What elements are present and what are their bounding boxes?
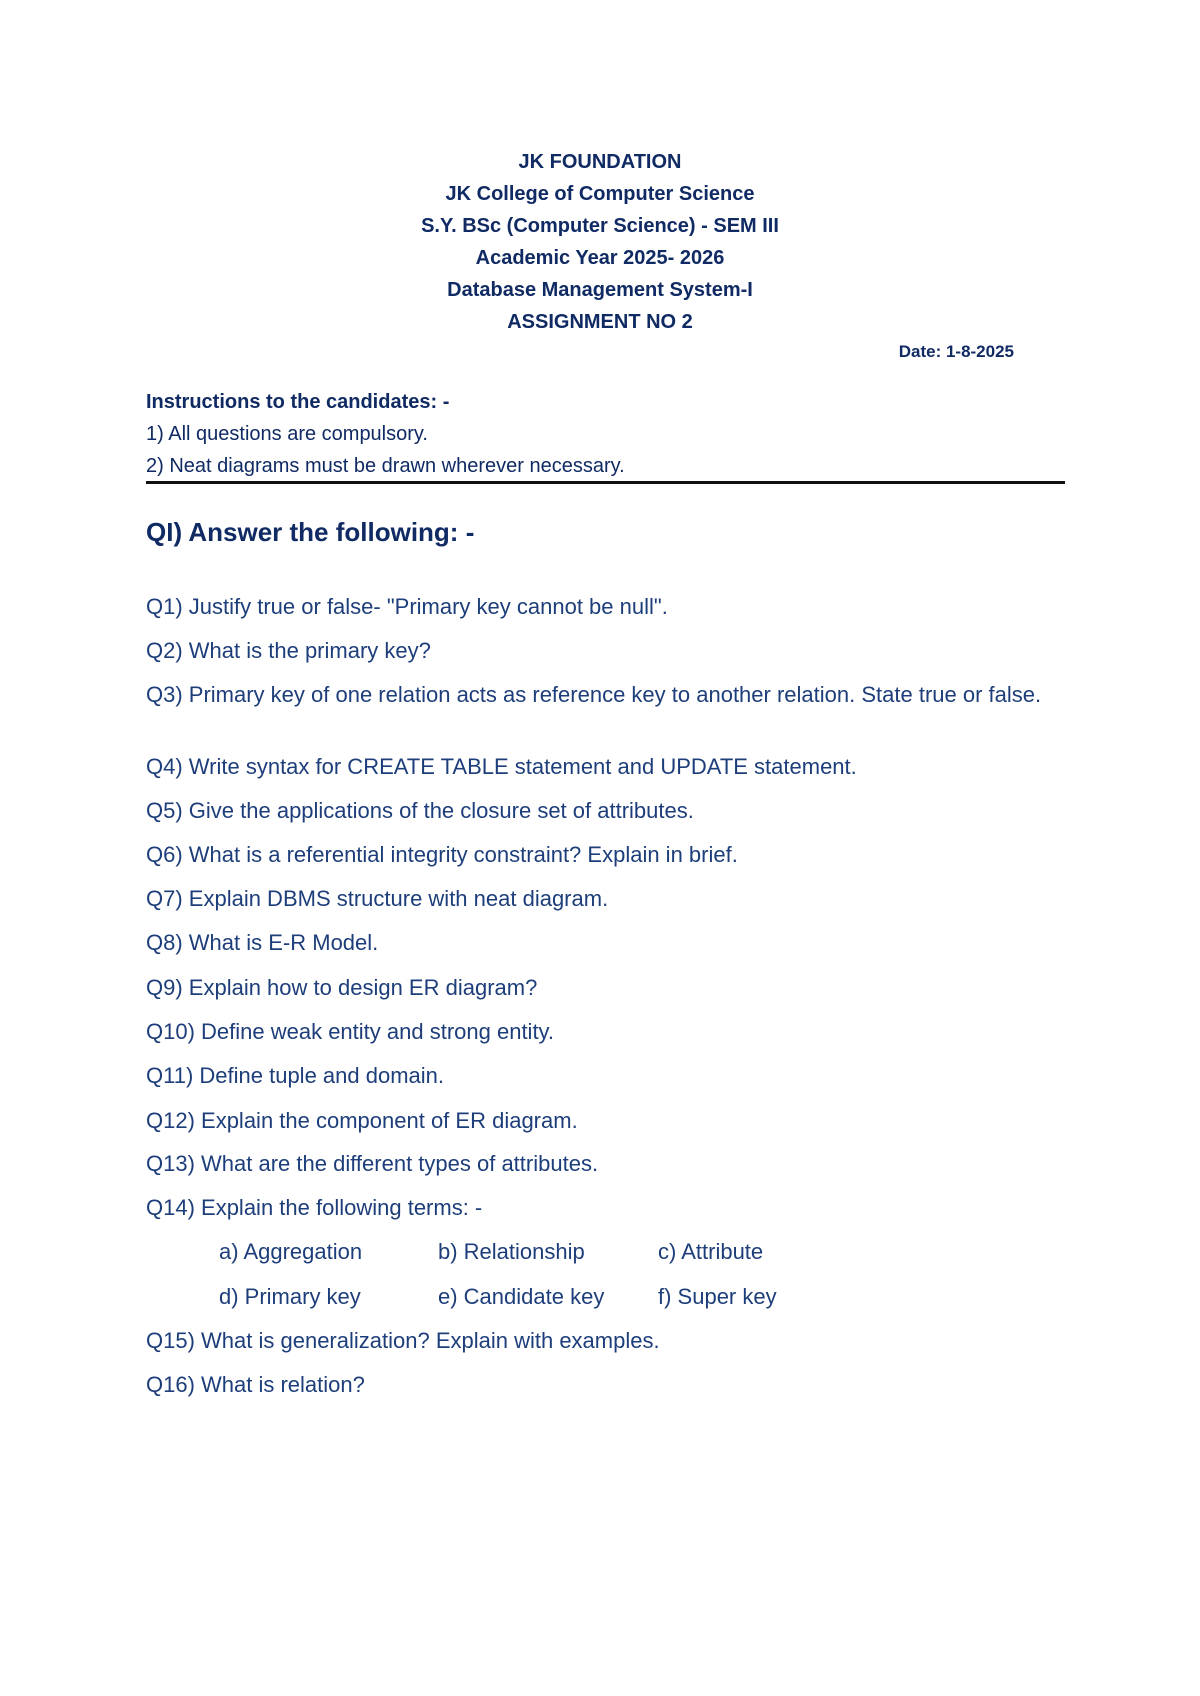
term-primary-key: d) Primary key: [219, 1284, 361, 1309]
term-candidate-key: e) Candidate key: [438, 1284, 605, 1309]
term-aggregation: a) Aggregation: [219, 1239, 363, 1264]
instruction-item-1: 1) All questions are compulsory.: [146, 423, 428, 445]
question-15: Q15) What is generalization? Explain with examples.: [146, 1328, 660, 1353]
instructions-title: Instructions to the candidates: -: [146, 391, 450, 413]
college-name: JK College of Computer Science: [445, 183, 755, 205]
section-title: QI) Answer the following: -: [146, 517, 475, 547]
academic-year: Academic Year 2025- 2026: [475, 247, 725, 269]
assignment-title: ASSIGNMENT NO 2: [507, 311, 693, 333]
question-6: Q6) What is a referential integrity constraint? Explain in brief.: [146, 842, 738, 867]
question-4: Q4) Write syntax for CREATE TABLE statement and UPDATE statement.: [146, 754, 857, 779]
question-2: Q2) What is the primary key?: [146, 638, 431, 663]
question-8: Q8) What is E-R Model.: [146, 930, 379, 955]
question-13: Q13) What are the different types of attributes.: [146, 1151, 599, 1176]
term-attribute: c) Attribute: [658, 1239, 764, 1264]
question-1: Q1) Justify true or false- "Primary key cannot be null".: [146, 594, 668, 619]
question-7: Q7) Explain DBMS structure with neat diagram.: [146, 886, 609, 911]
question-11: Q11) Define tuple and domain.: [146, 1063, 444, 1088]
question-9: Q9) Explain how to design ER diagram?: [146, 975, 538, 1000]
question-12: Q12) Explain the component of ER diagram.: [146, 1108, 578, 1133]
question-5: Q5) Give the applications of the closure set of attributes.: [146, 798, 694, 823]
question-3: Q3) Primary key of one relation acts as reference key to another relation. State true or false.: [146, 682, 1042, 707]
course-name: S.Y. BSc (Computer Science) - SEM III: [421, 215, 779, 237]
org-name: JK FOUNDATION: [518, 151, 682, 173]
assignment-date: Date: 1-8-2025: [898, 342, 1014, 361]
header-divider: [146, 481, 1065, 484]
question-16: Q16) What is relation?: [146, 1372, 365, 1397]
subject-name: Database Management System-I: [447, 279, 753, 301]
term-relationship: b) Relationship: [438, 1239, 585, 1264]
instruction-item-2: 2) Neat diagrams must be drawn wherever necessary.: [146, 455, 625, 477]
term-super-key: f) Super key: [658, 1284, 777, 1309]
question-10: Q10) Define weak entity and strong entity.: [146, 1019, 555, 1044]
question-14: Q14) Explain the following terms: -: [146, 1195, 483, 1220]
